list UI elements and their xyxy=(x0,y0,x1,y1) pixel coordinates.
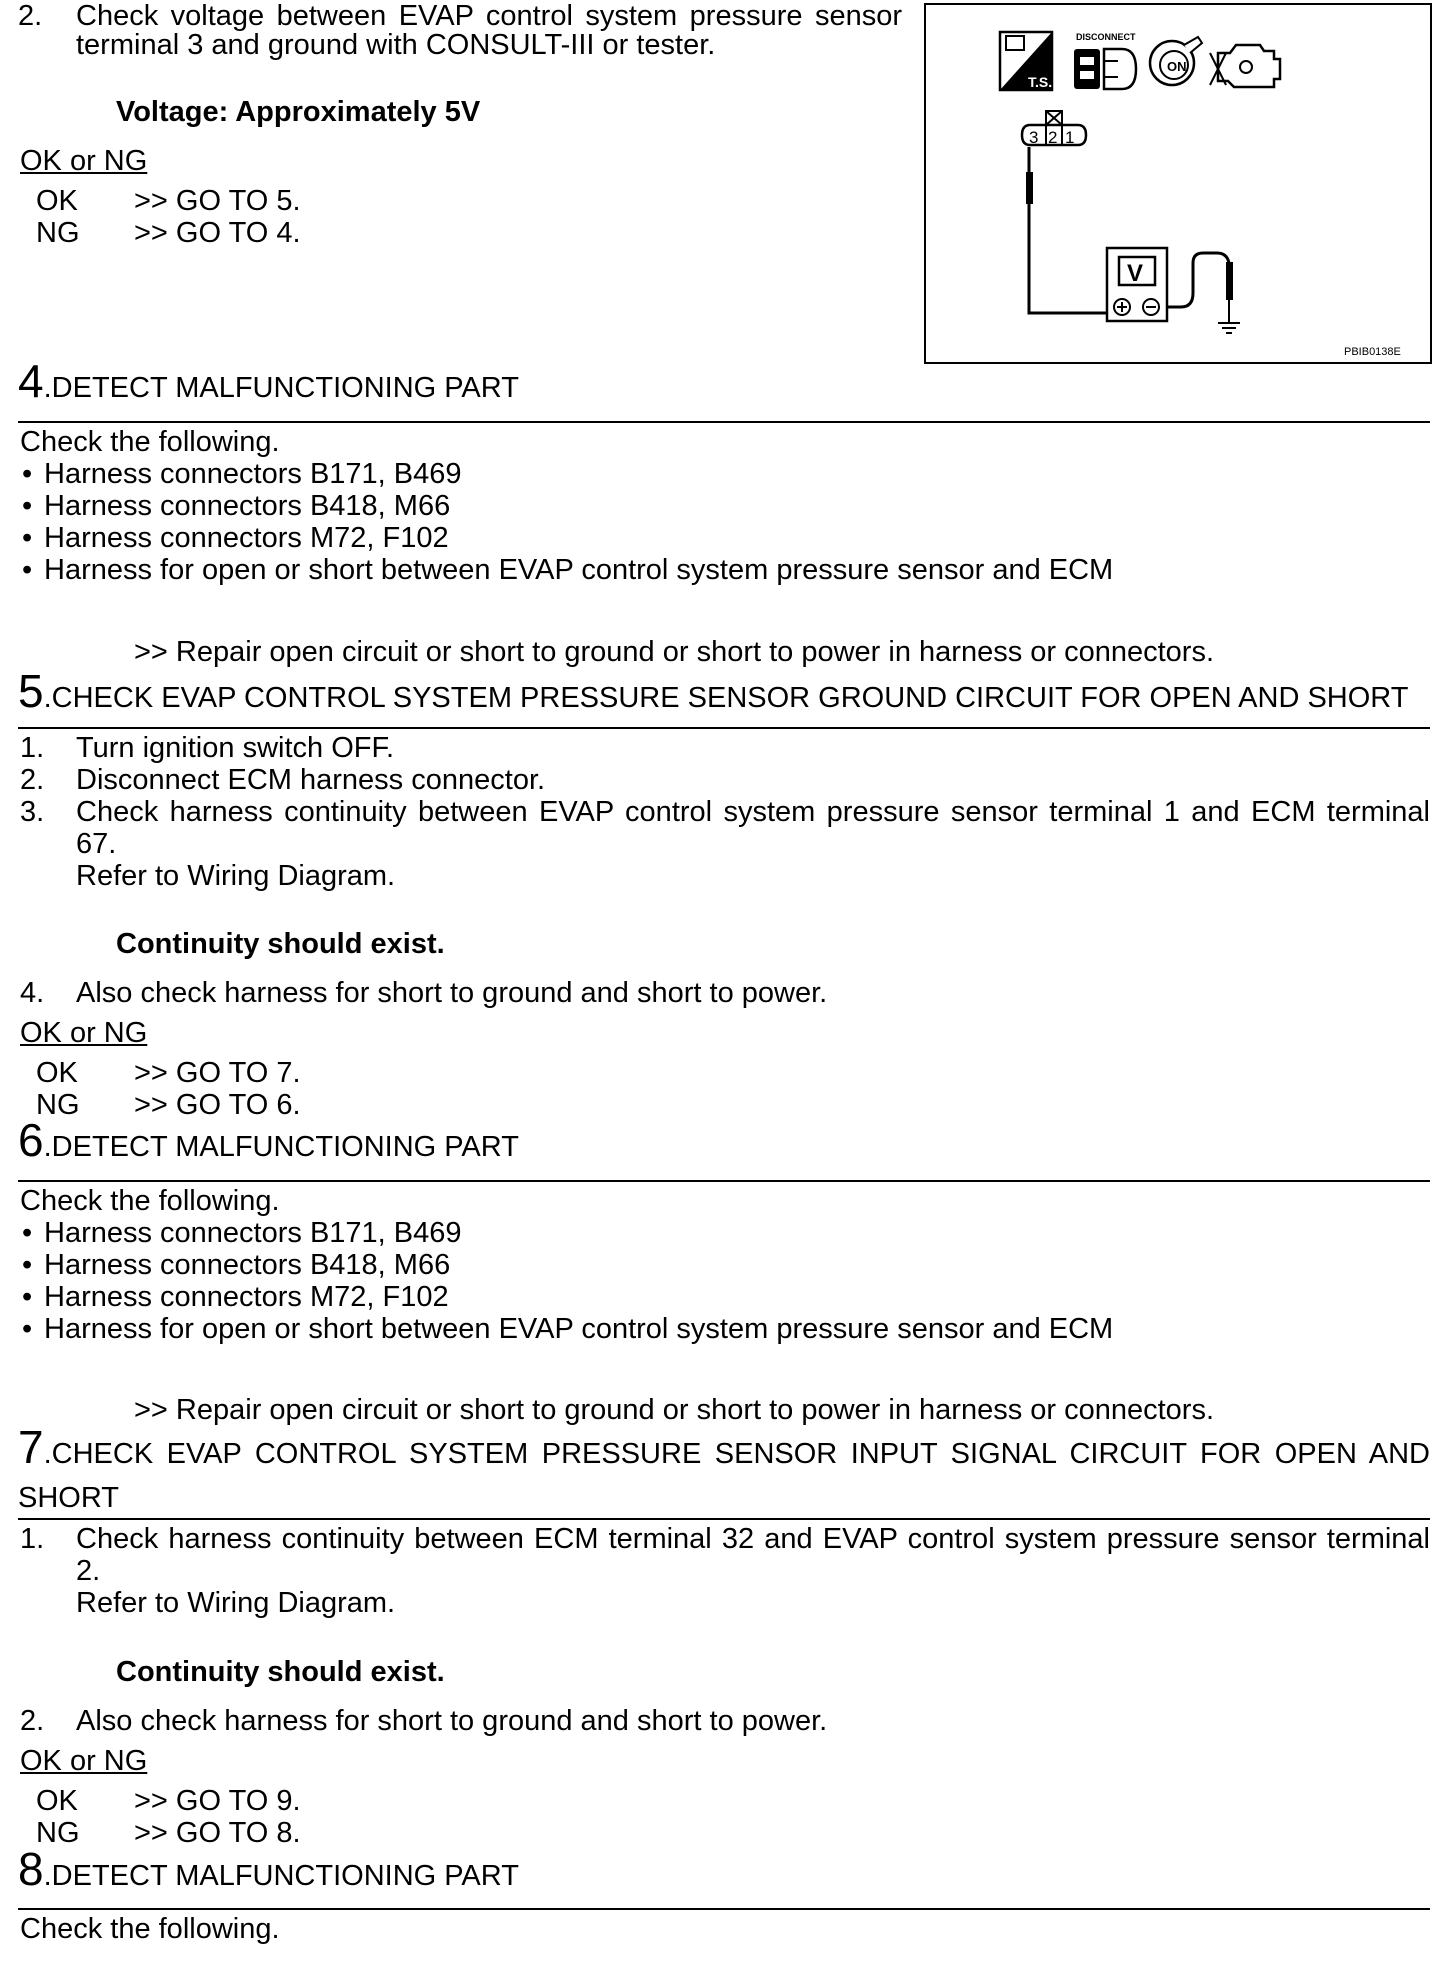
divider xyxy=(18,421,1430,423)
svg-text:V: V xyxy=(1127,260,1144,287)
step-number: 8 xyxy=(18,1843,44,1895)
ng-action: >> GO TO 8. xyxy=(134,1817,301,1849)
instruction-text: Turn ignition switch OFF. xyxy=(76,732,395,764)
svg-text:DISCONNECT: DISCONNECT xyxy=(1076,32,1136,42)
step-number: 5 xyxy=(18,665,44,717)
instruction-text: 67. xyxy=(76,828,117,860)
step-number: 2. xyxy=(20,764,45,796)
step-5-heading: 5.CHECK EVAP CONTROL SYSTEM PRESSURE SENSOR GROUND CIRCUIT FOR OPEN AND SHORT xyxy=(18,665,1409,717)
wiring-figure xyxy=(924,3,1432,364)
probe-tip xyxy=(1026,172,1033,204)
spec-text: Continuity should exist. xyxy=(116,1656,445,1688)
spec-text: Voltage: Approximately 5V xyxy=(116,96,481,128)
divider xyxy=(18,727,1430,729)
step-title: DETECT MALFUNCTIONING PART xyxy=(51,372,519,404)
voltage-check-diagram xyxy=(926,5,1430,362)
step-number: 6 xyxy=(18,1114,44,1166)
ok-or-ng-label: OK or NG xyxy=(20,1017,148,1049)
step-8-heading: 8.DETECT MALFUNCTIONING PART xyxy=(18,1843,519,1895)
ok-label: OK xyxy=(36,185,78,217)
step-title: DETECT MALFUNCTIONING PART xyxy=(51,1131,519,1163)
spec-text: Continuity should exist. xyxy=(116,928,445,960)
instruction-text: Check harness continuity between EVAP control system pressure sensor terminal 1 and ECM terminal xyxy=(76,796,1430,828)
ok-label: OK xyxy=(36,1785,78,1817)
svg-text:1: 1 xyxy=(1065,128,1075,147)
instruction-text: 2. xyxy=(76,1555,101,1587)
disconnect-icon xyxy=(1074,32,1136,89)
step-number: 1. xyxy=(20,1523,45,1555)
step-title: DETECT MALFUNCTIONING PART xyxy=(51,1860,519,1892)
action-text: >> Repair open circuit or short to ground or short to power in harness or connectors. xyxy=(134,636,1215,668)
ok-action: >> GO TO 5. xyxy=(134,185,301,217)
action-text: >> Repair open circuit or short to ground or short to power in harness or connectors. xyxy=(134,1394,1215,1426)
step-number: 7 xyxy=(18,1421,44,1473)
step-number: 1. xyxy=(20,732,45,764)
intro-text: Check the following. xyxy=(20,1913,280,1945)
step-7-heading: 7.CHECK EVAP CONTROL SYSTEM PRESSURE SENSOR INPUT SIGNAL CIRCUIT FOR OPEN AND xyxy=(18,1421,1430,1473)
engine-icon xyxy=(1210,45,1280,87)
ok-or-ng-label: OK or NG xyxy=(20,145,148,177)
intro-text: Check the following. xyxy=(20,1185,280,1217)
ng-action: >> GO TO 4. xyxy=(134,217,301,249)
step-title: CHECK EVAP CONTROL SYSTEM PRESSURE SENSOR GROUND CIRCUIT FOR OPEN AND SHORT xyxy=(51,682,1409,714)
instruction-text: Check voltage between EVAP control system pressure sensor xyxy=(76,0,902,32)
divider xyxy=(18,1180,1430,1182)
step-number: 4 xyxy=(18,355,44,407)
divider xyxy=(18,1518,1430,1520)
instruction-text: Also check harness for short to ground and short to power. xyxy=(76,1705,828,1737)
step-number: 2. xyxy=(20,1705,45,1737)
figure-code: PBIB0138E xyxy=(1344,346,1401,358)
ng-action: >> GO TO 6. xyxy=(134,1089,301,1121)
step-number: 2. xyxy=(18,0,43,32)
step-6-heading: 6.DETECT MALFUNCTIONING PART xyxy=(18,1114,519,1166)
ng-label: NG xyxy=(36,1817,80,1849)
ng-label: NG xyxy=(36,1089,80,1121)
divider xyxy=(18,1908,1430,1910)
ok-or-ng-label: OK or NG xyxy=(20,1745,148,1777)
instruction-text: Disconnect ECM harness connector. xyxy=(76,764,546,796)
intro-text: Check the following. xyxy=(20,426,280,458)
step-number: 4. xyxy=(20,977,45,1009)
ignition-on-icon xyxy=(1150,37,1202,85)
step-title: CHECK EVAP CONTROL SYSTEM PRESSURE SENSOR INPUT SIGNAL CIRCUIT FOR OPEN AND xyxy=(51,1438,1430,1470)
ok-action: >> GO TO 9. xyxy=(134,1785,301,1817)
svg-text:T.S.: T.S. xyxy=(1028,74,1053,90)
svg-text:2: 2 xyxy=(1048,128,1058,147)
step-4-heading: 4.DETECT MALFUNCTIONING PART xyxy=(18,355,519,407)
ts-icon xyxy=(1000,32,1052,90)
instruction-text: Refer to Wiring Diagram. xyxy=(76,1587,396,1619)
step-number: 3. xyxy=(20,796,45,828)
voltmeter xyxy=(1107,248,1167,321)
step-title-continued: SHORT xyxy=(18,1482,119,1514)
svg-text:ON: ON xyxy=(1167,59,1187,74)
manual-page: 2. Check voltage between EVAP control system pressure sensor terminal 3 and ground with CONSULT-III or tester. Voltage: Approximately 5V OK or NG OK >> GO TO 5. NG >> GO TO 4. T.S. DISCONNECT ON 3 2 1 V PBIB0138E 4.DETECT MALFUNCTIONING PART Check the following. • Harness connectors B171, B469 • Harness connectors B418, M66 • Harness connectors M72, F102 • Harness for open or short between EVAP control system pressure sensor and ECM >> Repair open circuit or short to ground or short to power in harness or connectors. 5.CHECK EVAP CONTROL SYSTEM PRESSURE SENSOR GROUND CIRCUIT FOR OPEN AND SHORT 1. Turn ignition switch OFF. 2. Disconnect ECM harness connector. 3. Check harness continuity between EVAP control system pressure sensor terminal 1 and ECM terminal 67. Refer to Wiring Diagram. Continuity should exist. 4. Also check harness for short to ground and short to power. OK or NG OK >> GO TO 7. NG >> GO TO 6. 6.DETECT MALFUNCTIONING PART Check the following. • Harness connectors B171, B469 • Harness connectors B418, M66 • Harness connectors M72, F102 • Harness for open or short between EVAP control system pressure sensor and ECM >> Repair open circuit or short to ground or short to power in harness or connectors. 7.CHECK EVAP CONTROL SYSTEM PRESSURE SENSOR INPUT SIGNAL CIRCUIT FOR OPEN AND SHORT 1. Check harness continuity between ECM terminal 32 and EVAP control system pressure sensor terminal 2. Refer to Wiring Diagram. Continuity should exist. 2. Also check harness for short to ground and short to power. OK or NG OK >> GO TO 9. NG >> GO TO 8. 8.DETECT MALFUNCTIONING PART Check the following. xyxy=(18,0,1430,1945)
ground-symbol xyxy=(1218,323,1240,333)
sensor-connector xyxy=(1022,111,1086,147)
instruction-text: Check harness continuity between ECM terminal 32 and EVAP control system pressure sensor terminal xyxy=(76,1523,1430,1555)
instruction-text: Also check harness for short to ground and short to power. xyxy=(76,977,828,1009)
ok-action: >> GO TO 7. xyxy=(134,1057,301,1089)
instruction-text: terminal 3 and ground with CONSULT-III or tester. xyxy=(76,29,716,61)
ground-wire xyxy=(1167,253,1229,307)
ng-label: NG xyxy=(36,217,80,249)
ok-label: OK xyxy=(36,1057,78,1089)
ground-probe-tip xyxy=(1226,262,1233,300)
instruction-text: Refer to Wiring Diagram. xyxy=(76,860,396,892)
svg-text:3: 3 xyxy=(1029,128,1039,147)
